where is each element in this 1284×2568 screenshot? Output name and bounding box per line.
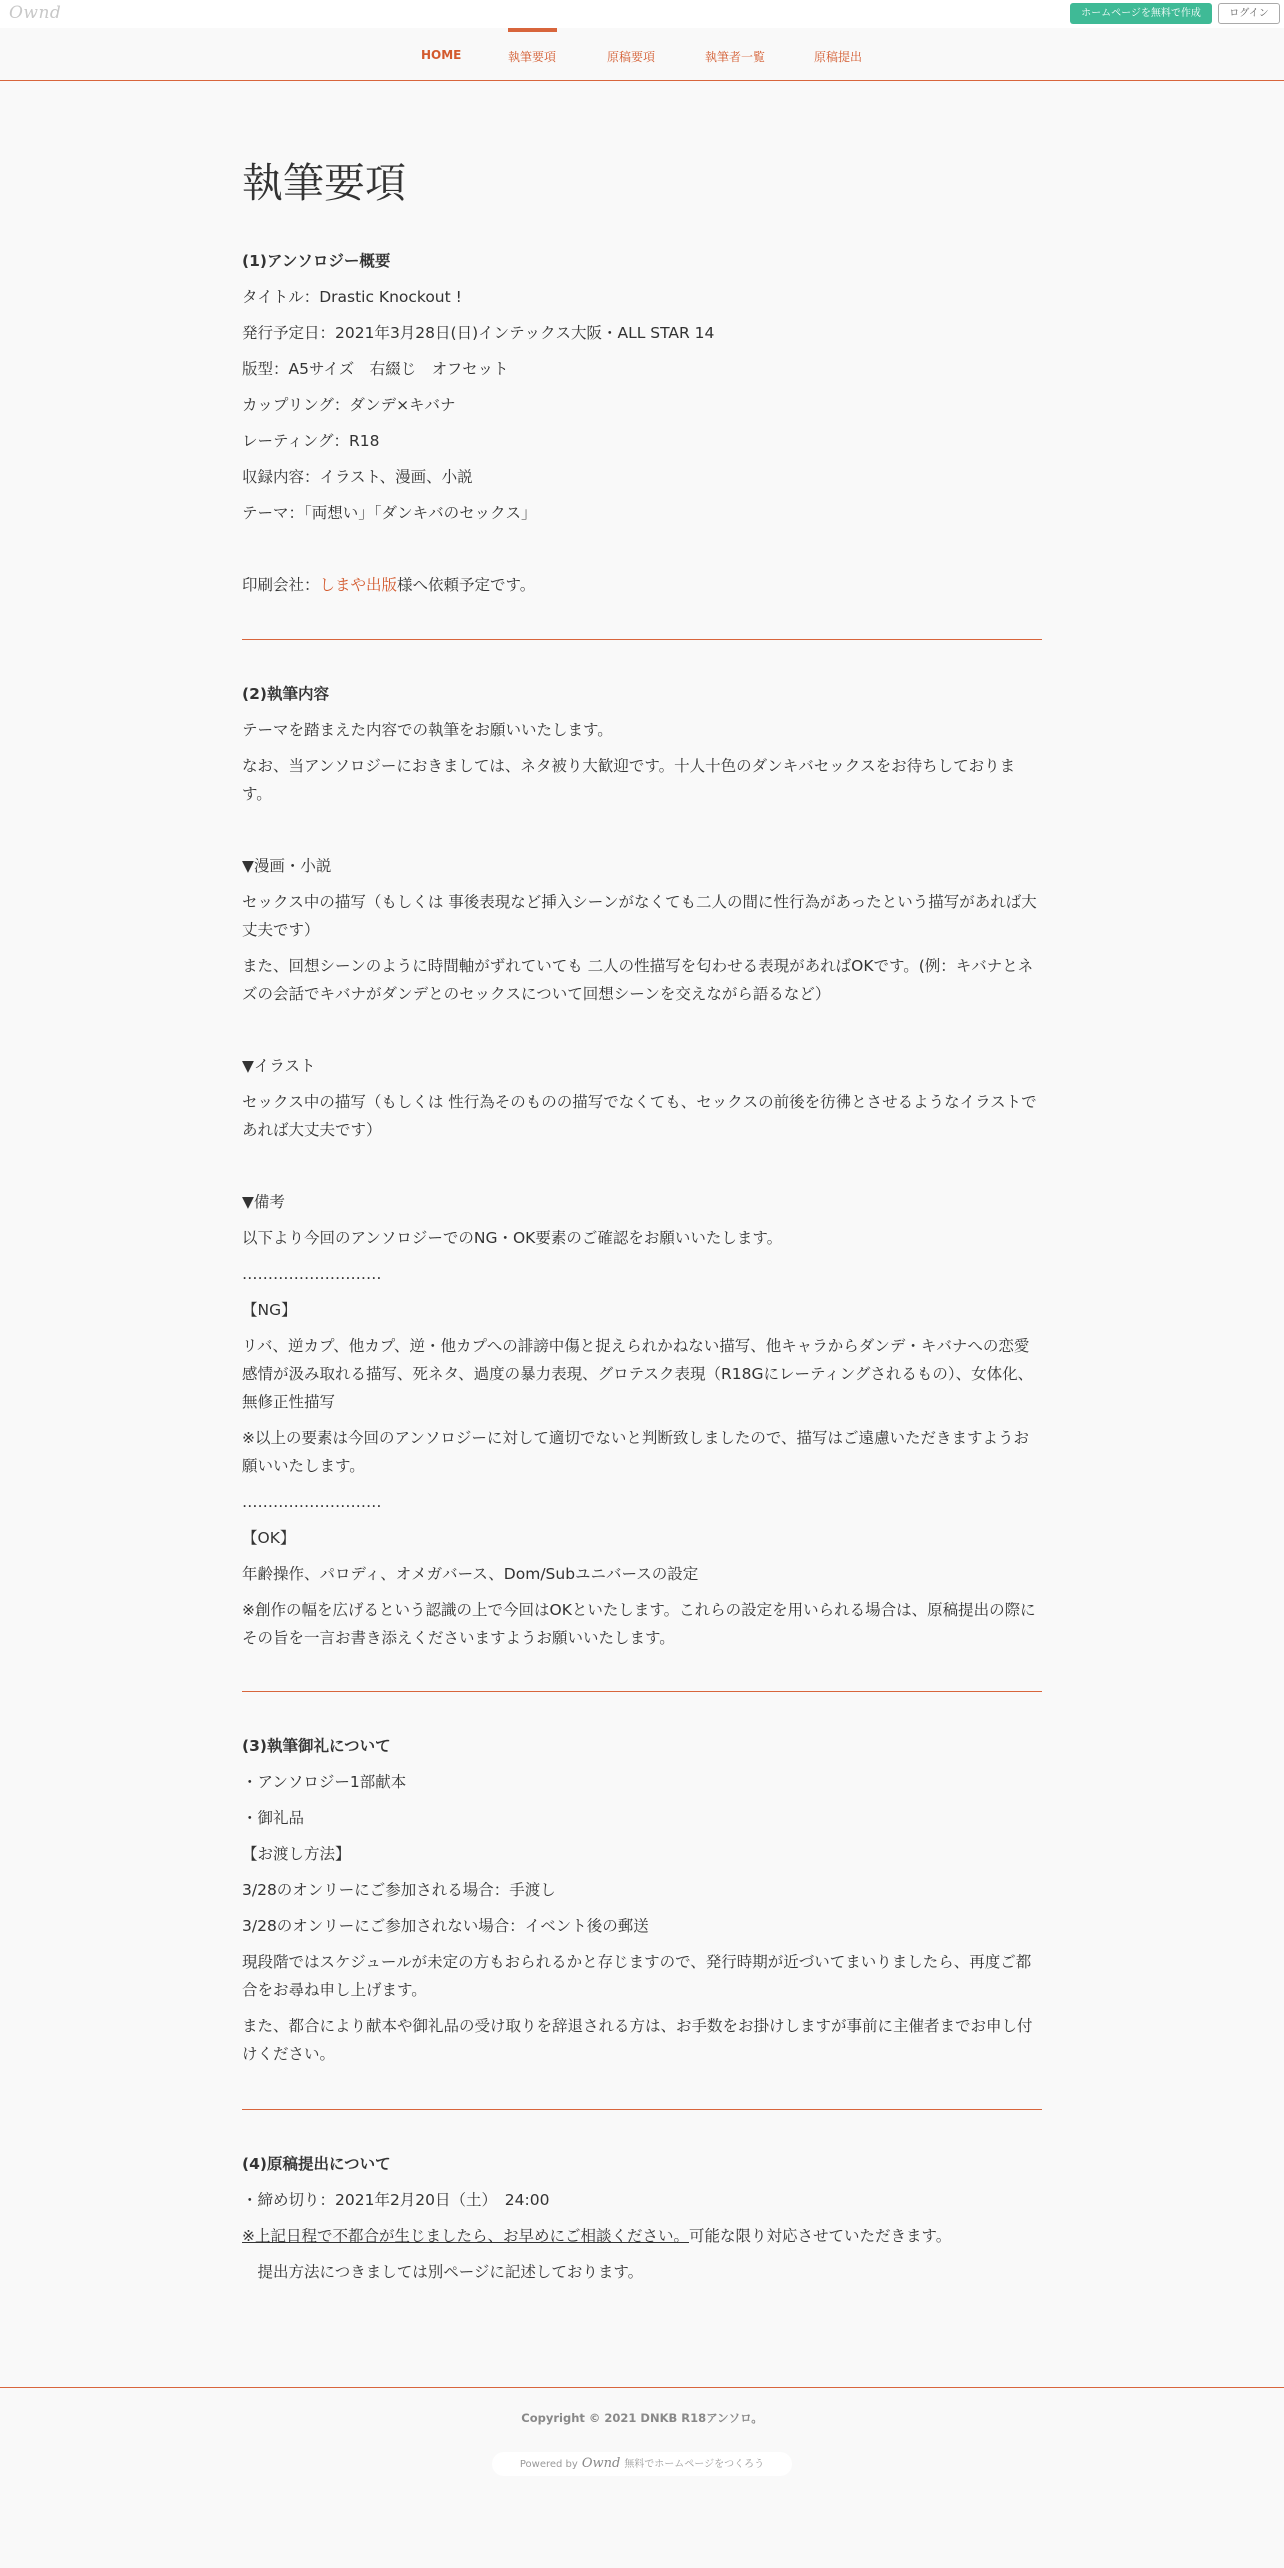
- section-heading-submission: (4)原稿提出について: [242, 2155, 391, 2173]
- illustration-text: セックス中の描写（もしくは 性行為そのものの描写でなくても、セックスの前後を彷彿とさせるようなイラストであれば大丈夫です）: [242, 1093, 1037, 1139]
- printer-line: [242, 571, 1042, 599]
- delivery-mail: 3/28のオンリーにご参加されない場合：イベント後の郵送: [242, 1917, 649, 1935]
- overview-title: タイトル：Drastic Knockout !: [242, 288, 462, 306]
- overview-theme: テーマ：「両想い」「ダンキバのセックス」: [242, 504, 537, 522]
- printer-link[interactable]: しまや出版: [319, 576, 398, 594]
- submission-note-underlined: ※上記日程で不都合が生じましたら、お早めにご相談ください。: [242, 2227, 689, 2245]
- delivery-handover: 3/28のオンリーにご参加される場合：手渡し: [242, 1881, 556, 1899]
- submission-note: [242, 2222, 1042, 2250]
- overview-contents: 収録内容：イラスト、漫画、小説: [242, 468, 473, 486]
- page-title: 執筆要項: [242, 159, 406, 207]
- nav-item-writers-list[interactable]: 執筆者一覧: [705, 50, 766, 64]
- ng-text: リバ、逆カプ、他カプ、逆・他カプへの誹謗中傷と捉えられかねない描写、他キャラからダンデ・キバナへの恋愛感情が汲み取れる描写、死ネタ、過度の暴力表現、グロテスク表現（R18Gにレーティングされるもの）、女体化、無修正性描写: [242, 1337, 1034, 1411]
- powered-by-badge[interactable]: [492, 2452, 792, 2476]
- ownd-brand-logo: Ownd: [581, 2456, 621, 2471]
- illustration-heading: ▼イラスト: [242, 1057, 316, 1075]
- dotted-separator: ………………………: [242, 1493, 382, 1511]
- manga-novel-heading: ▼漫画・小説: [242, 857, 332, 875]
- copyright-text: Copyright © 2021 DNKB R18アンソロ。: [521, 2411, 763, 2425]
- nav-item-home[interactable]: HOME: [421, 48, 462, 62]
- rewards-paragraph-1: 現段階ではスケジュールが未定の方もおられるかと存じますので、発行時期が近づいてまいりましたら、再度ご都合をお尋ね申し上げます。: [242, 1953, 1032, 1999]
- submission-method: 提出方法につきましては別ページに記述しております。: [242, 2263, 644, 2281]
- printer-prefix: 印刷会社：: [242, 576, 320, 594]
- create-homepage-button[interactable]: ホームページを無料で作成: [1070, 3, 1212, 24]
- section-heading-overview: (1)アンソロジー概要: [242, 252, 391, 270]
- ownd-logo[interactable]: Ownd: [9, 3, 62, 23]
- nav-item-manuscript-guidelines[interactable]: 原稿要項: [607, 50, 656, 64]
- submission-deadline: ・締め切り：2021年2月20日（土） 24:00: [242, 2191, 550, 2209]
- ok-note: ※創作の幅を広げるという認識の上で今回はOKといたします。これらの設定を用いられる場合は、原稿提出の際にその旨を一言お書き添えくださいますようお願いいたします。: [242, 1601, 1036, 1647]
- notes-heading: ▼備考: [242, 1193, 285, 1211]
- overview-date: 発行予定日：2021年3月28日(日)インテックス大阪・ALL STAR 14: [242, 324, 715, 342]
- ng-heading: 【NG】: [242, 1301, 297, 1319]
- reward-item-book: ・アンソロジー1部献本: [242, 1773, 407, 1791]
- section-divider: [242, 639, 1042, 640]
- overview-pairing: カップリング：ダンデ×キバナ: [242, 396, 456, 414]
- section-heading-writing-content: (2)執筆内容: [242, 685, 329, 703]
- manga-novel-text-1: セックス中の描写（もしくは 事後表現など挿入シーンがなくても二人の間に性行為があったという描写があれば大丈夫です）: [242, 893, 1037, 939]
- nav-item-writing-guidelines[interactable]: 執筆要項: [508, 50, 557, 64]
- ng-note: ※以上の要素は今回のアンソロジーに対して適切でないと判断致しましたので、描写はご遠慮いただきますようお願いいたします。: [242, 1429, 1030, 1475]
- writing-intro-2: なお、当アンソロジーにおきましては、ネタ被り大歓迎です。十人十色のダンキバセックスをお待ちしております。: [242, 757, 1016, 803]
- section-divider: [242, 1691, 1042, 1692]
- printer-suffix: 様へ依頼予定です。: [397, 576, 536, 594]
- rewards-paragraph-2: また、都合により献本や御礼品の受け取りを辞退される方は、お手数をお掛けしますが事前に主催者までお申し付けください。: [242, 2017, 1033, 2063]
- submission-note-rest: 可能な限り対応させていただきます。: [689, 2227, 952, 2245]
- section-heading-rewards: (3)執筆御礼について: [242, 1737, 391, 1755]
- nav-item-submission[interactable]: 原稿提出: [814, 50, 863, 64]
- manga-novel-text-2: また、回想シーンのように時間軸がずれていても 二人の性描写を匂わせる表現があればOKです。(例：キバナとネズの会話でキバナがダンデとのセックスについて回想シーンを交えながら語るなど）: [242, 957, 1034, 1003]
- main-nav: [0, 28, 1284, 81]
- overview-rating: レーティング：R18: [242, 432, 380, 450]
- writing-intro-1: テーマを踏まえた内容での執筆をお願いいたします。: [242, 721, 613, 739]
- powered-by-prefix: Powered by: [519, 2459, 578, 2470]
- dotted-separator: ………………………: [242, 1265, 382, 1283]
- top-bar: [0, 0, 1284, 29]
- reward-item-gift: ・御礼品: [242, 1809, 305, 1827]
- section-divider: [242, 2109, 1042, 2110]
- ok-heading: 【OK】: [242, 1529, 296, 1547]
- overview-format: 版型：A5サイズ 右綴じ オフセット: [242, 360, 509, 378]
- delivery-heading: 【お渡し方法】: [242, 1845, 351, 1863]
- ok-text: 年齢操作、パロディ、オメガバース、Dom/Subユニバースの設定: [242, 1565, 699, 1583]
- login-button[interactable]: ログイン: [1218, 3, 1280, 24]
- footer-divider: [0, 2387, 1284, 2388]
- nav-active-indicator: [508, 28, 557, 32]
- powered-by-suffix: 無料でホームページをつくろう: [624, 2459, 765, 2470]
- notes-intro: 以下より今回のアンソロジーでのNG・OK要素のご確認をお願いいたします。: [242, 1229, 783, 1247]
